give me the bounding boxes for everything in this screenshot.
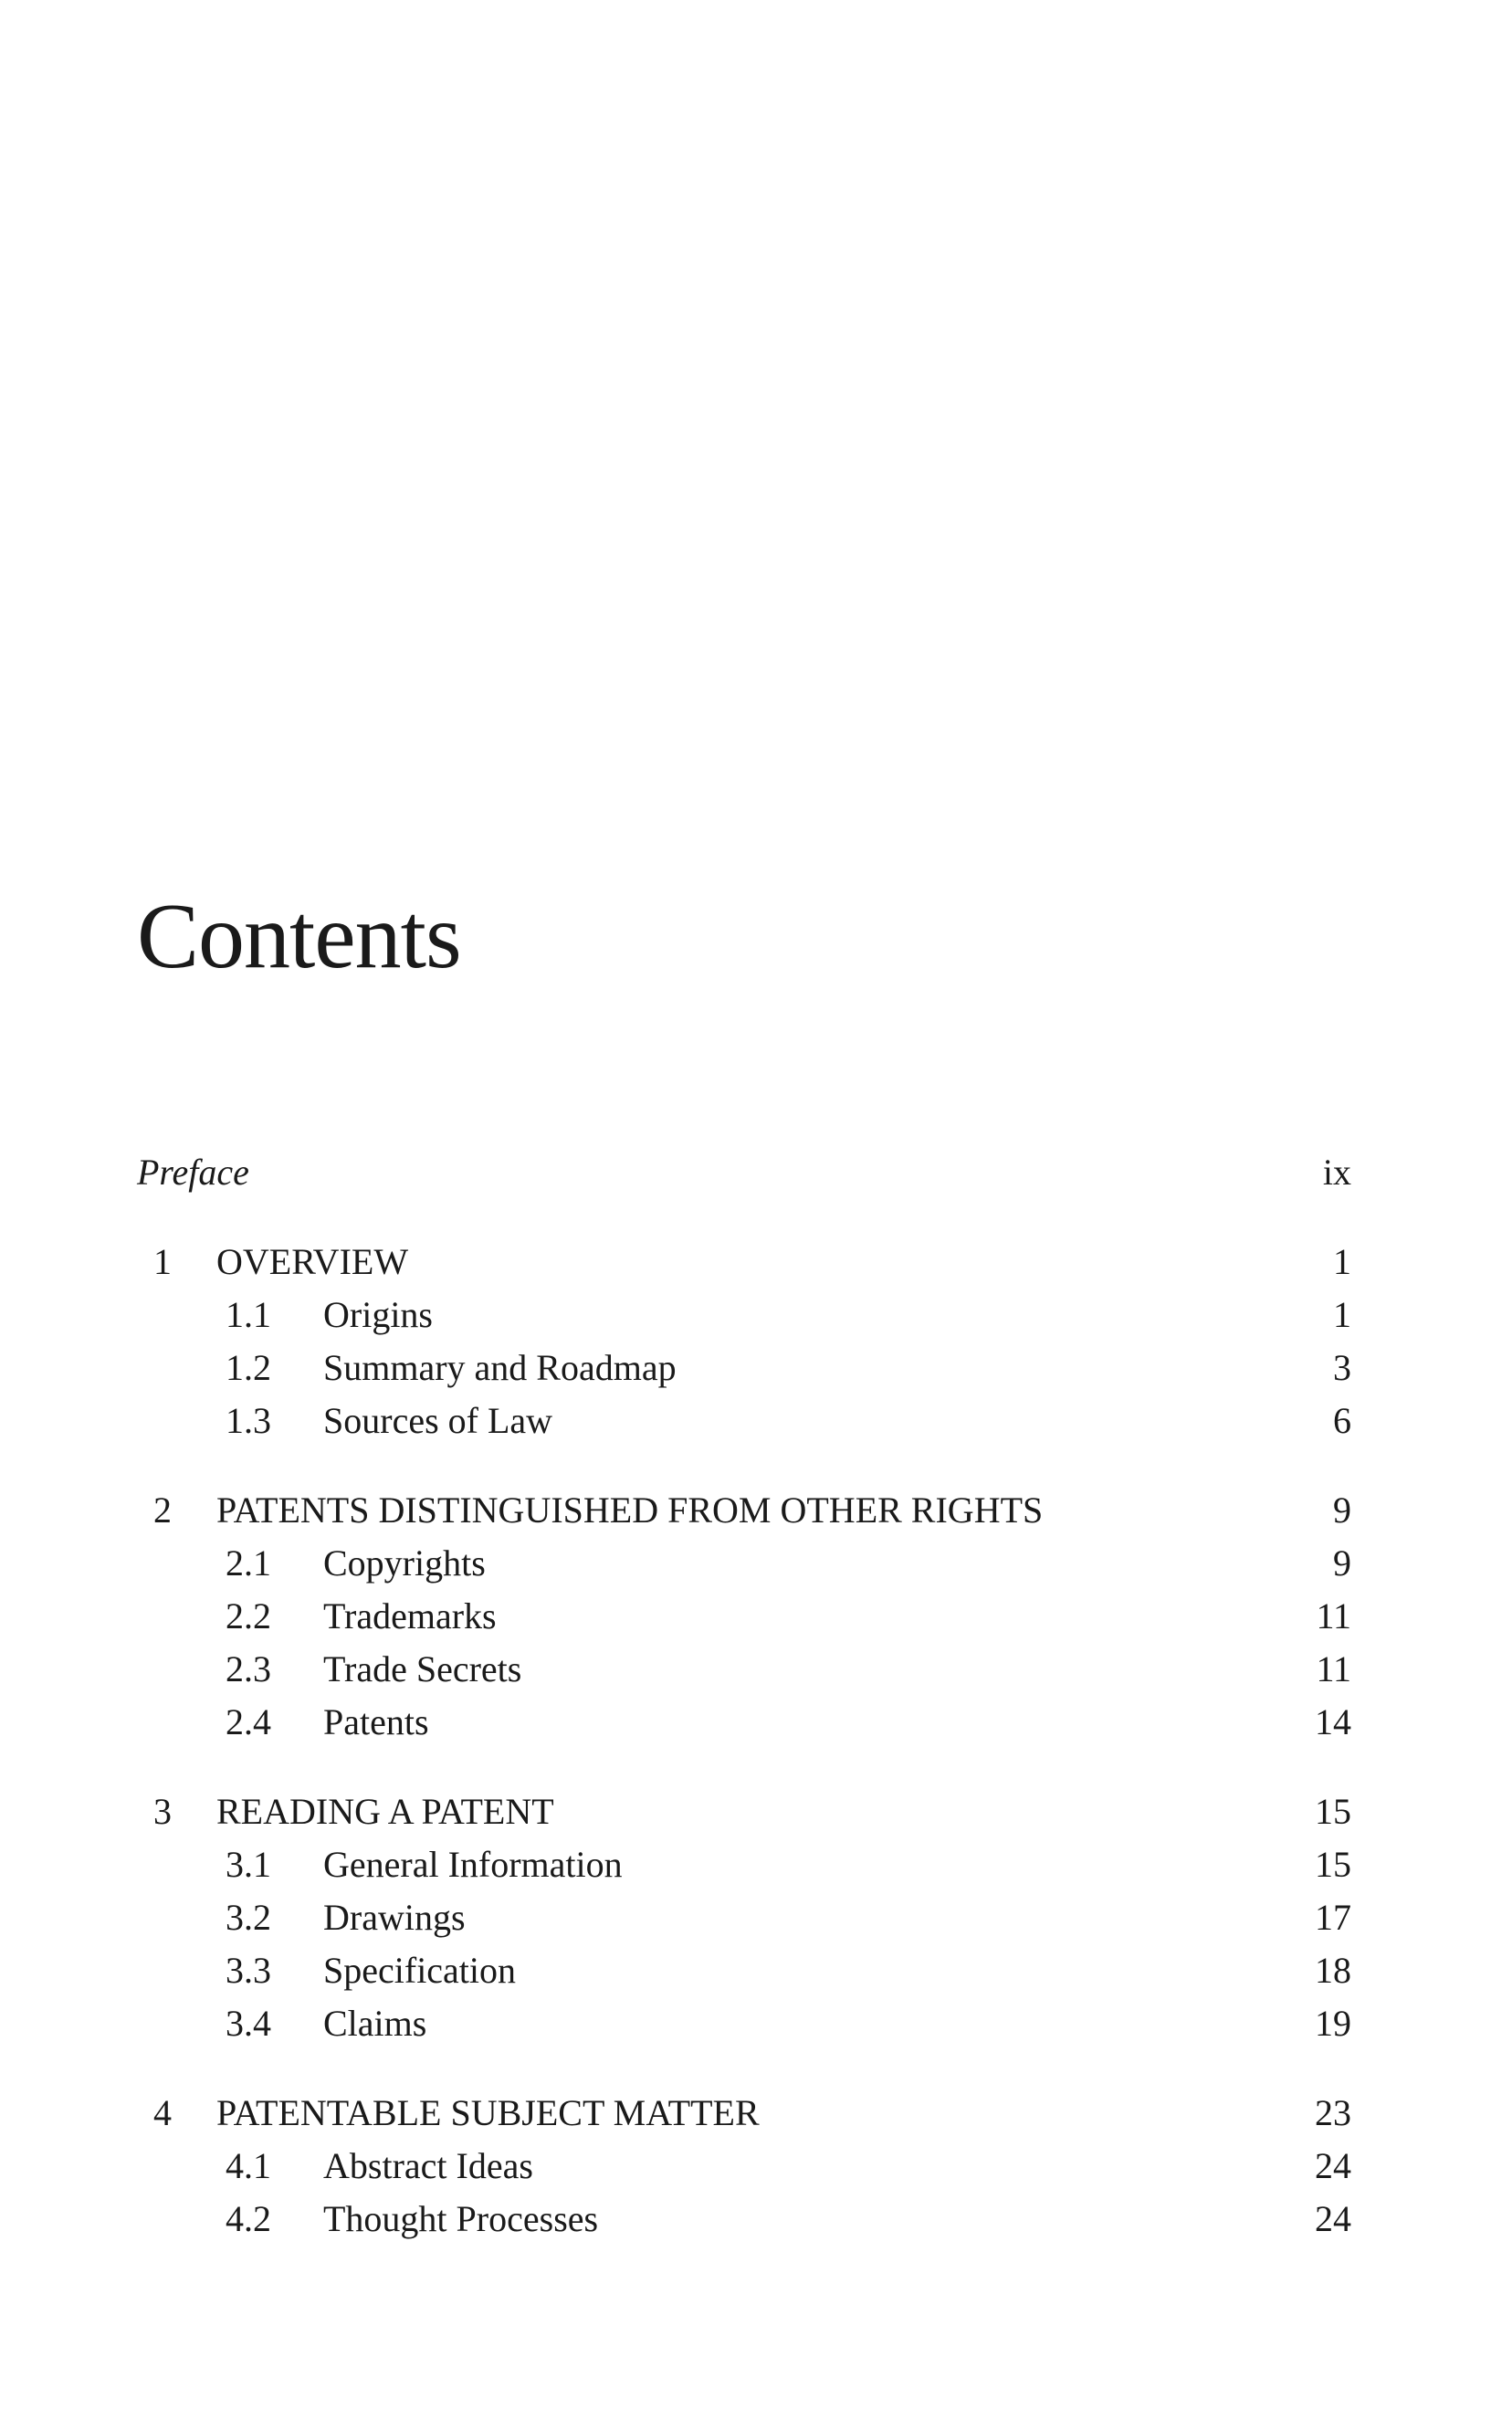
toc-section [137,1696,1351,1749]
section-page: 1 [1333,1294,1351,1335]
toc-section [137,1891,1351,1944]
toc-section [137,2140,1351,2193]
section-title: Claims [323,2003,427,2044]
toc-section [137,1289,1351,1342]
toc-preface [137,1146,1351,1199]
toc-section [137,1394,1351,1447]
toc-section [137,1997,1351,2050]
chapter-heading [137,2087,1351,2140]
section-number: 3.2 [226,1897,271,1938]
section-title: Abstract Ideas [323,2145,533,2186]
section-page: 11 [1316,1595,1351,1636]
chapter-number: 3 [153,1791,172,1832]
section-number: 1.2 [226,1347,271,1388]
chapter-number: 4 [153,2092,172,2133]
section-page: 9 [1333,1542,1351,1584]
section-title: Trade Secrets [323,1648,522,1689]
section-number: 4.2 [226,2198,271,2239]
section-title: Copyrights [323,1542,486,1584]
section-page: 11 [1316,1648,1351,1689]
section-title: Thought Processes [323,2198,599,2239]
preface-page: ix [1322,1152,1351,1193]
section-number: 4.1 [226,2145,271,2186]
section-page: 3 [1333,1347,1351,1388]
chapter-number: 2 [153,1489,172,1531]
toc-section [137,1590,1351,1643]
section-title: Sources of Law [323,1400,553,1441]
toc-section [137,1537,1351,1590]
section-title: Patents [323,1701,429,1742]
section-page: 17 [1315,1897,1351,1938]
chapter-title: READING A PATENT [216,1791,554,1832]
table-of-contents [137,1146,1351,2282]
toc-section [137,1643,1351,1696]
section-page: 19 [1315,2003,1351,2044]
section-number: 3.1 [226,1844,271,1885]
section-title: General Information [323,1844,623,1885]
section-title: Drawings [323,1897,466,1938]
toc-section [137,1838,1351,1891]
chapter-heading [137,1236,1351,1289]
chapter-title: OVERVIEW [216,1241,409,1282]
chapter-title: PATENTS DISTINGUISHED FROM OTHER RIGHTS [216,1489,1044,1531]
section-number: 1.3 [226,1400,271,1441]
section-number: 2.2 [226,1595,271,1636]
section-page: 6 [1333,1400,1351,1441]
section-number: 2.1 [226,1542,271,1584]
chapter-page: 15 [1315,1791,1351,1832]
toc-chapter-4 [137,2087,1351,2246]
section-page: 14 [1315,1701,1351,1742]
section-title: Summary and Roadmap [323,1347,677,1388]
section-number: 1.1 [226,1294,271,1335]
toc-section [137,1944,1351,1997]
chapter-heading [137,1484,1351,1537]
section-page: 24 [1315,2198,1351,2239]
section-title: Specification [323,1950,517,1991]
toc-chapter-3 [137,1785,1351,2050]
toc-section [137,2193,1351,2246]
section-number: 2.4 [226,1701,271,1742]
section-title: Trademarks [323,1595,497,1636]
preface-label: Preface [137,1152,249,1193]
section-number: 3.4 [226,2003,271,2044]
toc-chapter-2 [137,1484,1351,1749]
chapter-heading [137,1785,1351,1838]
section-page: 15 [1315,1844,1351,1885]
chapter-number: 1 [153,1241,172,1282]
section-page: 24 [1315,2145,1351,2186]
chapter-page: 9 [1333,1489,1351,1531]
chapter-title: PATENTABLE SUBJECT MATTER [216,2092,760,2133]
toc-chapter-1 [137,1236,1351,1447]
section-title: Origins [323,1294,433,1335]
section-page: 18 [1315,1950,1351,1991]
toc-section [137,1342,1351,1394]
section-number: 3.3 [226,1950,271,1991]
section-number: 2.3 [226,1648,271,1689]
chapter-page: 23 [1315,2092,1351,2133]
page-title: Contents [137,885,461,988]
chapter-page: 1 [1333,1241,1351,1282]
